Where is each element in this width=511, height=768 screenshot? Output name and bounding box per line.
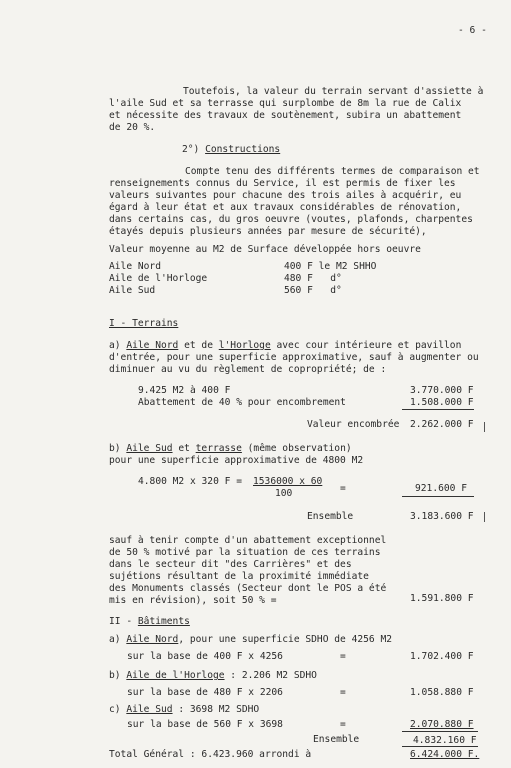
- batiments-a-amount: 1.702.400 F: [410, 651, 474, 662]
- sum-rule: [402, 496, 474, 497]
- wing-value: 480 F d°: [284, 273, 342, 284]
- sum-rule: [402, 731, 478, 732]
- terrains-ensemble-label: Ensemble: [307, 511, 354, 522]
- valeur-encombree-label: Valeur encombrée: [307, 419, 400, 430]
- calc-abattement-amount: 1.508.000 F: [410, 397, 474, 408]
- sauf-line-1: sauf à tenir compte d'un abattement exceptionnel: [109, 535, 387, 546]
- intro-line-3: et nécessite des travaux de soutènement, subira un abattement: [109, 110, 462, 121]
- wing-name: Aile de l'Horloge: [109, 273, 208, 284]
- calc3-left: 4.800 M2 x 320 F =: [138, 476, 248, 487]
- margin-tick: [484, 422, 485, 432]
- calc-abattement-label: Abattement de 40 % pour encombrement: [138, 397, 346, 408]
- section-number: 2°): [182, 144, 206, 155]
- batiments-c-line: c) Aile Sud : 3698 M2 SDHO: [109, 704, 260, 715]
- calc-surface-amount: 3.770.000 F: [410, 385, 474, 396]
- page-number: - 6 -: [458, 25, 487, 36]
- calc3-denominator: 100: [275, 488, 293, 499]
- constructions-para-line-4: égard à leur état et aux travaux considérables de rénovation,: [109, 202, 462, 213]
- constructions-para-line-1: Compte tenu des différents termes de comparaison et: [185, 166, 480, 177]
- batiments-a-equals: =: [340, 651, 346, 662]
- calc-surface-label: 9.425 M2 à 400 F: [138, 385, 231, 396]
- constructions-para-line-5: dans certains cas, du gros oeuvre (voutes, plafonds, charpentes: [109, 214, 473, 225]
- sauf-line-4: sujétions résultant de la proximité immédiate: [109, 571, 369, 582]
- calc3-equals: =: [340, 483, 346, 494]
- calc3-numerator: 1536000 x 60: [253, 476, 323, 487]
- calc3-amount: 921.600 F: [415, 483, 467, 494]
- batiments-b-base: sur la base de 480 F x 2206: [127, 687, 283, 698]
- intro-line-1: Toutefois, la valeur du terrain servant d'assiette à: [183, 86, 484, 97]
- batiments-c-equals: =: [340, 719, 346, 730]
- sum-rule: [402, 746, 478, 747]
- total-general-amount: 6.424.000 F.: [410, 749, 480, 760]
- terrains-b-line-2: pour une superficie approximative de 4800 M2: [109, 455, 364, 466]
- wing-value: 400 F le M2 SHHO: [284, 261, 377, 272]
- constructions-para-line-6: étayés depuis plusieurs années par mesure de sécurité),: [109, 226, 427, 237]
- average-value-title: Valeur moyenne au M2 de Surface développée hors oeuvre: [109, 244, 421, 255]
- wing-value: 560 F d°: [284, 285, 342, 296]
- section-constructions-heading: [182, 144, 280, 155]
- sauf-line-3: dans le secteur dit "des Carrières" et des: [109, 559, 352, 570]
- batiments-ensemble-amount: 4.832.160 F: [413, 735, 477, 746]
- batiments-b-amount: 1.058.880 F: [410, 687, 474, 698]
- sauf-line-6: mis en révision), soit 50 % =: [109, 595, 277, 606]
- sauf-line-5: des Monuments classés (Secteur dont le POS a été: [109, 583, 387, 594]
- valeur-encombree-amount: 2.262.000 F: [410, 419, 474, 430]
- terrains-heading: I - Terrains: [109, 318, 179, 329]
- sauf-line-2: de 50 % motivé par la situation de ces terrains: [109, 547, 381, 558]
- wing-name: Aile Sud: [109, 285, 156, 296]
- batiments-b-line: b) Aile de l'Horloge : 2.206 M2 SDHO: [109, 670, 317, 681]
- batiments-a-line: a) Aile Nord, pour une superficie SDHO de 4256 M2: [109, 634, 393, 645]
- section-title: Constructions: [205, 144, 281, 155]
- sauf-amount: 1.591.800 F: [410, 593, 474, 604]
- intro-line-4: de 20 %.: [109, 122, 156, 133]
- batiments-heading: II - Bâtiments: [109, 616, 190, 627]
- wing-name: Aile Nord: [109, 261, 161, 272]
- batiments-c-base: sur la base de 560 F x 3698: [127, 719, 283, 730]
- batiments-c-amount: 2.070.880 F: [410, 719, 474, 730]
- terrains-a-line-2: d'entrée, pour une superficie approximative, sauf à augmenter ou: [109, 352, 479, 363]
- batiments-a-base: sur la base de 400 F x 4256: [127, 651, 283, 662]
- margin-tick: [484, 512, 485, 522]
- terrains-ensemble-amount: 3.183.600 F: [410, 511, 474, 522]
- intro-line-2: l'aile Sud et sa terrasse qui surplombe de 8m la rue de Calix: [109, 98, 462, 109]
- constructions-para-line-2: renseignements connus du Service, il est permis de fixer les: [109, 178, 456, 189]
- batiments-ensemble-label: Ensemble: [313, 734, 360, 745]
- sum-rule: [402, 409, 474, 410]
- terrains-a-line-1: a) Aile Nord et de l'Horloge avec cour intérieure et pavillon: [109, 340, 462, 351]
- batiments-b-equals: =: [340, 687, 346, 698]
- constructions-para-line-3: valeurs suivantes pour chacune des trois ailes à acquérir, eu: [109, 190, 462, 201]
- terrains-a-line-3: diminuer au vu du règlement de copropriété; de :: [109, 364, 387, 375]
- terrains-b-line-1: b) Aile Sud et terrasse (même observation): [109, 443, 352, 454]
- total-general-label: Total Général : 6.423.960 arrondi à: [109, 749, 312, 760]
